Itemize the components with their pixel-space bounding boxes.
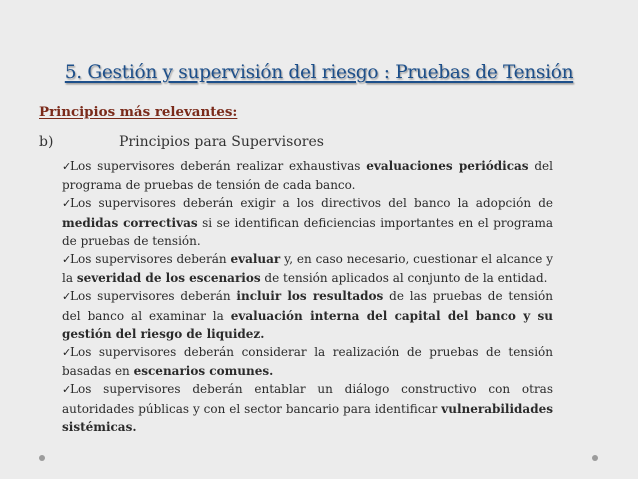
bullet-item (62, 380, 553, 436)
bullet-text: Los supervisores deberán exigir a los directivos del banco la adopción de (70, 196, 553, 211)
bullet-text: Los supervisores deberán considerar la realización de pruebas de tensión basadas en (62, 345, 553, 379)
slide-title: 5. Gestión y supervisión del riesgo : Pruebas de Tensión (64, 62, 574, 83)
bullet-emphasis: evaluar (230, 252, 281, 267)
bullet-item (62, 194, 553, 250)
checkmark-icon: ✓ (62, 197, 72, 211)
bullet-emphasis: medidas correctivas (62, 215, 198, 230)
bullet-text: Los supervisores deberán (70, 289, 237, 304)
bullet-text: de las pruebas de tensión del banco al examinar la (62, 289, 553, 323)
dot-icon (592, 455, 598, 461)
bullet-text: si se identifican deficiencias importantes en el programa de pruebas de tensión. (62, 215, 553, 248)
bullet-emphasis: incluir los resultados (236, 289, 384, 304)
bullet-text: Los supervisores deberán (70, 252, 231, 267)
checkmark-icon: ✓ (62, 160, 72, 173)
section-letter: b) (39, 134, 54, 150)
bullet-text: y, en caso necesario, cuestionar el alcance y la (62, 252, 553, 286)
bullet-text: Los supervisores deberán realizar exhaustivas (70, 159, 367, 173)
bullet-emphasis: evaluación interna del capital del banco y su gestión del riesgo de liquidez. (62, 308, 554, 341)
checkmark-icon: ✓ (62, 383, 72, 397)
bullet-list (62, 157, 553, 436)
bullet-text: Los supervisores deberán entablar un diálogo constructivo con otras autoridades públicas y con el sector bancario para identificar (62, 382, 553, 416)
dot-icon (39, 455, 45, 461)
slide-subtitle: Principios más relevantes: (39, 104, 238, 120)
bullet-item (62, 250, 553, 287)
section-label: Principios para Supervisores (119, 134, 324, 150)
bullet-text: del programa de pruebas de tensión de cada banco. (62, 159, 553, 193)
bullet-item (62, 287, 553, 343)
bullet-item (62, 157, 553, 194)
bullet-emphasis: escenarios comunes. (133, 364, 274, 379)
bullet-emphasis: vulnerabilidades sistémicas. (62, 401, 553, 434)
checkmark-icon: ✓ (62, 346, 72, 360)
section-heading (39, 134, 324, 150)
bullet-emphasis: evaluaciones periódicas (366, 159, 529, 173)
checkmark-icon: ✓ (62, 253, 72, 267)
bullet-emphasis: severidad de los escenarios (76, 271, 261, 286)
bullet-item (62, 343, 553, 380)
checkmark-icon: ✓ (62, 290, 72, 304)
bullet-text: de tensión aplicados al conjunto de la entidad. (260, 271, 548, 286)
